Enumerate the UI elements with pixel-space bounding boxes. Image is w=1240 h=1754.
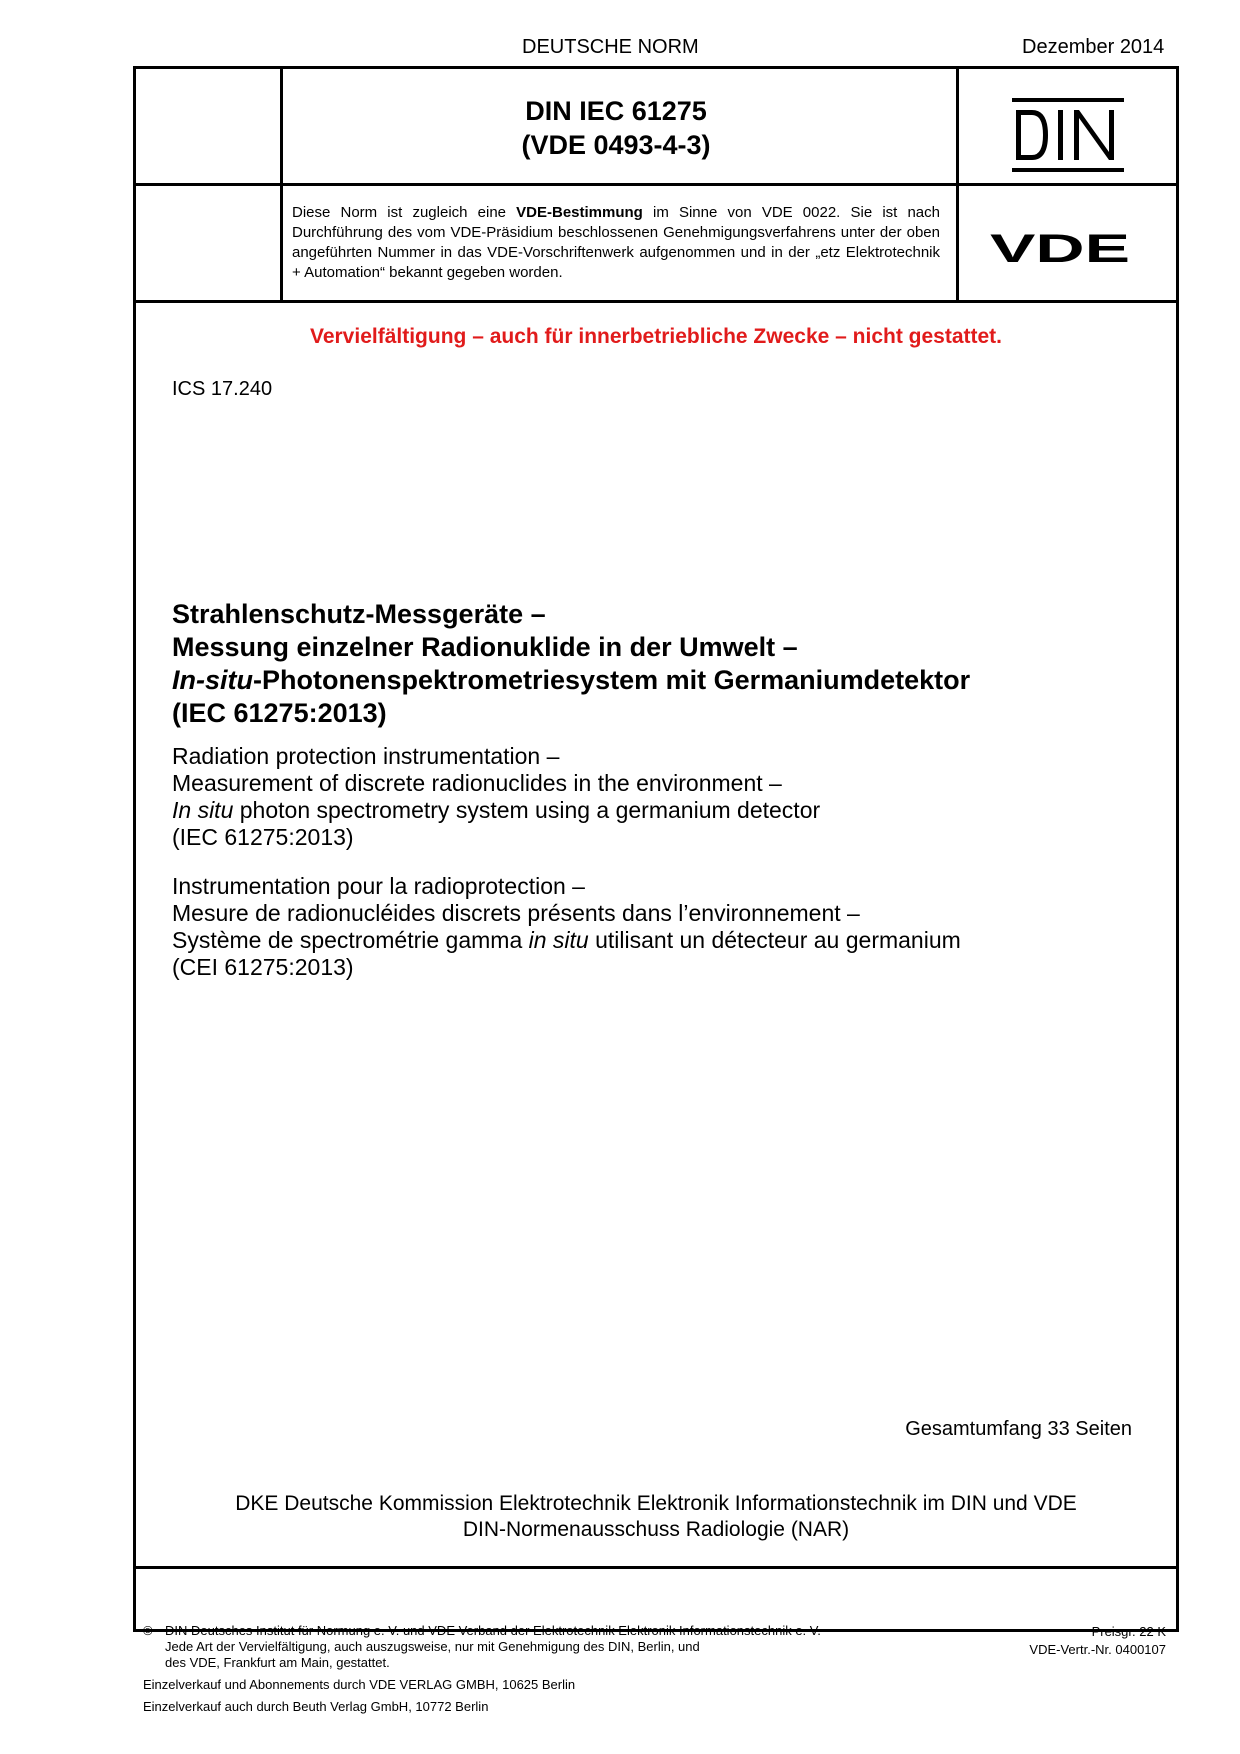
- header-divider-right: [956, 69, 959, 303]
- title-fr-line: Instrumentation pour la radioprotection –: [172, 873, 585, 899]
- title-en-italic: In situ: [172, 797, 234, 823]
- title-fr-pre: Système de spectrométrie gamma: [172, 927, 529, 953]
- reproduction-notice: Vervielfältigung – auch für innerbetriebliche Zwecke – nicht gestattet.: [309, 325, 1002, 348]
- title-en-rest: photon spectrometry system using a germanium detector: [233, 797, 821, 823]
- title-french: [172, 873, 1132, 981]
- copyright-line: des VDE, Frankfurt am Main, gestattet.: [165, 1655, 390, 1670]
- vde-note-text: Diese Norm ist zugleich eine: [292, 204, 517, 221]
- publication-date: Dezember 2014: [1022, 36, 1165, 58]
- din-logo: [1012, 98, 1124, 177]
- copyright-symbol: ©: [143, 1623, 153, 1638]
- title-fr-italic: in situ: [528, 927, 589, 953]
- title-de-rest: -Photonenspektrometriesystem mit Germaniumdetektor: [253, 665, 971, 695]
- title-de-line: Strahlenschutz-Messgeräte –: [172, 599, 546, 629]
- copyright-block: [143, 1623, 821, 1671]
- title-en-line: (IEC 61275:2013): [172, 824, 354, 850]
- title-fr-line: [172, 927, 1132, 954]
- title-de-line: [172, 664, 1132, 697]
- vde-regulation-note: [292, 203, 940, 283]
- standard-number: DIN IEC 61275: [525, 96, 707, 126]
- header-bottom-divider: [136, 300, 1176, 303]
- total-pages: Gesamtumfang 33 Seiten: [905, 1418, 1132, 1440]
- title-fr-rest: utilisant un détecteur au germanium: [588, 927, 961, 953]
- title-de-line: (IEC 61275:2013): [172, 698, 387, 728]
- standard-number-block: [280, 94, 952, 162]
- sales-info-vde: Einzelverkauf und Abonnements durch VDE VERLAG GMBH, 10625 Berlin: [143, 1677, 576, 1692]
- title-fr-line: Mesure de radionucléides discrets présents dans l’environnement –: [172, 900, 860, 926]
- vde-logo: [990, 232, 1130, 269]
- order-number: VDE-Vertr.-Nr. 0400107: [1029, 1642, 1166, 1657]
- document-type-label: DEUTSCHE NORM: [522, 36, 699, 58]
- title-en-line: [172, 797, 1132, 824]
- vde-number: (VDE 0493-4-3): [521, 130, 711, 160]
- vde-logo-text: VDE: [990, 232, 1130, 264]
- header-row-divider: [136, 183, 1176, 186]
- title-en-line: Radiation protection instrumentation –: [172, 743, 560, 769]
- vde-note-text-cont: im Sinne von VDE 0022. Sie ist nach Durchführung des vom VDE-Präsidium beschlossenen Genehmigungsverfahrens unter der oben angeführten Nummer in das VDE-Vorschriftenwerk aufgenommen und in der „etz Elektrotechnik + Automation“ bekannt gegeben worden.: [292, 204, 940, 281]
- committee-line: DKE Deutsche Kommission Elektrotechnik Elektronik Informationstechnik im DIN und VDE: [235, 1492, 1077, 1515]
- copyright-line: DIN Deutsches Institut für Normung e. V. und VDE Verband der Elektrotechnik Elektronik Informationstechnik e. V.: [165, 1623, 821, 1638]
- title-german: [172, 598, 1132, 730]
- vde-note-bold: VDE-Bestimmung: [516, 204, 643, 221]
- committee-block: [136, 1491, 1176, 1543]
- title-fr-line: (CEI 61275:2013): [172, 954, 354, 980]
- price-block: [960, 1623, 1166, 1659]
- copyright-line: Jede Art der Vervielfältigung, auch auszugsweise, nur mit Genehmigung des DIN, Berlin, und: [165, 1639, 700, 1654]
- ics-code: ICS 17.240: [172, 378, 273, 400]
- price-group: Preisgr. 22 K: [1091, 1624, 1166, 1639]
- title-de-italic: In-situ: [172, 665, 253, 695]
- sales-info-beuth: Einzelverkauf auch durch Beuth Verlag GmbH, 10772 Berlin: [143, 1699, 489, 1714]
- footer-divider: [136, 1566, 1176, 1569]
- committee-line: DIN-Normenausschuss Radiologie (NAR): [462, 1518, 850, 1541]
- title-english: [172, 743, 1132, 851]
- title-de-line: Messung einzelner Radionuklide in der Umwelt –: [172, 632, 798, 662]
- title-en-line: Measurement of discrete radionuclides in the environment –: [172, 770, 782, 796]
